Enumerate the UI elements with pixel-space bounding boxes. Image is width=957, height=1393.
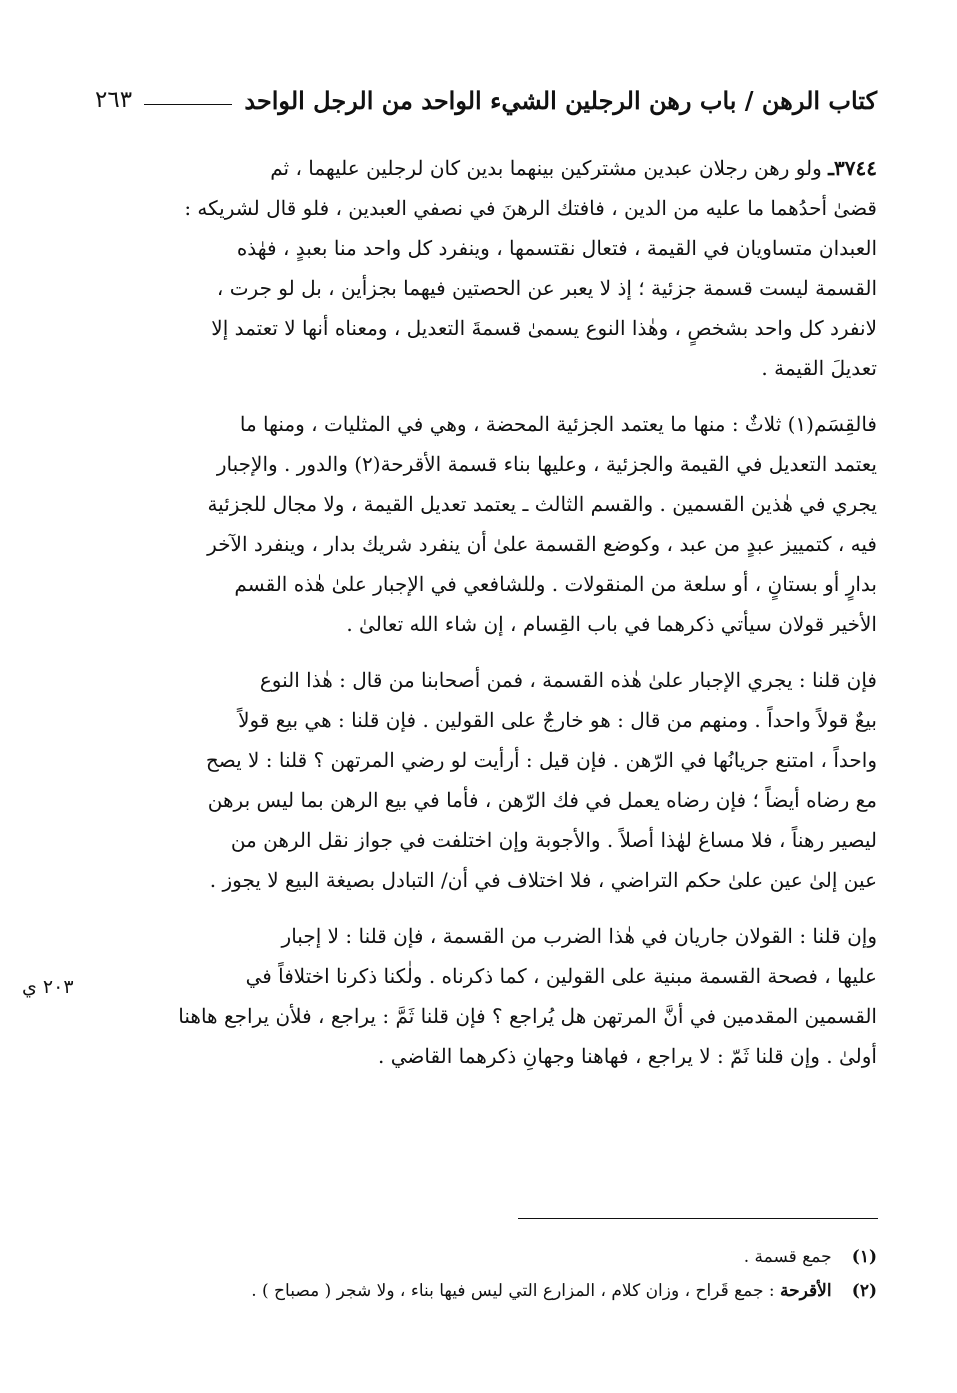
header-rule bbox=[144, 104, 232, 105]
text-line: بيعٌ قولاً واحداً . ومنهم من قال : هو خارجٌ على القولين . فإن قلنا : هي بيع قولاً bbox=[238, 708, 877, 732]
footnote-2 bbox=[95, 1274, 877, 1308]
text-line: فيه ، كتمييز عبدٍ من عبد ، وكوضع القسمة علىٰ أن ينفرد شريك بدار ، وينفرد الآخر bbox=[207, 532, 877, 556]
text-line: لانفرد كل واحد بشخصٍ ، وهٰذا النوع يسمىٰ قسمةَ التعديل ، ومعناه أنها لا تعتمد إلا bbox=[211, 316, 877, 340]
footnote-separator bbox=[518, 1218, 878, 1219]
issue-number: ٣٧٤٤ـ bbox=[828, 156, 877, 180]
footnote-number: (١) bbox=[851, 1247, 877, 1267]
footnote-text: جمع قسمة . bbox=[743, 1247, 832, 1267]
text-line: يجري في هٰذين القسمين . والقسم الثالث ـ يعتمد تعديل القيمة ، ولا مجال للجزئية bbox=[207, 492, 877, 516]
text-line: أولىٰ . وإن قلنا ثَمّ : لا يراجع ، فهاهنا وجهانِ ذكرهما القاضي . bbox=[378, 1044, 877, 1068]
text-line: بدارٍ أو بستانٍ ، أو سلعة من المنقولات . وللشافعي في الإجبار علىٰ هٰذه القسم bbox=[234, 572, 877, 596]
text-line: الأخير قولان سيأتي ذكرهما في باب القِسام ، إن شاء الله تعالىٰ . bbox=[346, 612, 877, 636]
footnote-1 bbox=[95, 1240, 877, 1274]
footnote-number: (٢) bbox=[851, 1281, 877, 1301]
paragraph-two-opinions bbox=[95, 916, 877, 1076]
text-line: عليها ، فصحة القسمة مبنية على القولين ، كما ذكرناه . ولٰكنا ذكرنا اختلافاً في bbox=[245, 964, 877, 988]
text-line: القسمين المقدمين في أنَّ المرتهن هل يُراجع ؟ فإن قلنا ثَمَّ : يراجع ، فلأن يراجع هاهنا bbox=[178, 1004, 877, 1028]
text-line: القسمة ليست قسمة جزئية ؛ إذ لا يعبر عن الحصتين فيهما بجزأين ، بل لو جرت ، bbox=[216, 276, 877, 300]
text-line: ليصير رهناً ، فلا مساغ لهٰذا أصلاً . والأجوبة وإن اختلفت في جواز نقل الرهن من bbox=[230, 828, 877, 852]
footnote-term: الأقرحة bbox=[780, 1281, 832, 1301]
document-page bbox=[95, 78, 877, 1378]
footnote-text: : جمع قَراح ، وزان كلام ، المزارع التي ليس فيها بناء ، ولا شجر ( مصباح ) . bbox=[251, 1281, 775, 1301]
running-header bbox=[95, 78, 877, 122]
margin-manuscript-ref: ٢٠٣ ي bbox=[22, 976, 74, 998]
paragraph-3744 bbox=[95, 148, 877, 388]
text-line: فإن قلنا : يجري الإجبار علىٰ هٰذه القسمة ، فمن أصحابنا من قال : هٰذا النوع bbox=[259, 668, 877, 692]
text-line: مع رضاه أيضاً ؛ فإن رضاه يعمل في فك الرّهن ، فأما في بيع الرهن بما ليس برهن bbox=[207, 788, 877, 812]
text-line: عين إلىٰ عين علىٰ حكم التراضي ، فلا اختلاف في أن/ التبادل بصيغة البيع لا يجوز . bbox=[209, 868, 877, 892]
header-title: كتاب الرهن / باب رهن الرجلين الشيء الواحد من الرجل الواحد bbox=[244, 85, 877, 115]
paragraph-compulsion bbox=[95, 660, 877, 900]
page-number: ٢٦٣ bbox=[95, 87, 133, 113]
footnotes bbox=[95, 1240, 877, 1308]
text-line: وإن قلنا : القولان جاريان في هٰذا الضرب من القسمة ، فإن قلنا : لا إجبار bbox=[281, 924, 877, 948]
paragraph-divisions bbox=[95, 404, 877, 644]
text-line: يعتمد التعديل في القيمة والجزئية ، وعليها بناء قسمة الأقرحة(٢) والدور . والإجبار bbox=[216, 452, 877, 476]
text-line: قضىٰ أحدُهما ما عليه من الدين ، فافتك الرهنَ في نصفي العبدين ، فلو قال لشريكه : bbox=[184, 196, 877, 220]
text-line: تعديلَ القيمة . bbox=[761, 356, 877, 380]
text-line: ٣٧٤٤ـ ولو رهن رجلان عبدين مشتركين بينهما بدين كان لرجلين عليهما ، ثم bbox=[270, 156, 877, 180]
text-line: العبدان متساويان في القيمة ، فتعال نقتسمها ، وينفرد كل واحد منا بعبدٍ ، فهٰذه bbox=[236, 236, 877, 260]
text-line: فالقِسَم(١) ثلاثٌ : منها ما يعتمد الجزئية المحضة ، وهي في المثليات ، ومنها ما bbox=[239, 412, 877, 436]
text-line: واحداً ، امتنع جريانُها في الرّهن . فإن قيل : أرأيت لو رضي المرتهن ؟ قلنا : لا يصح bbox=[205, 748, 877, 772]
